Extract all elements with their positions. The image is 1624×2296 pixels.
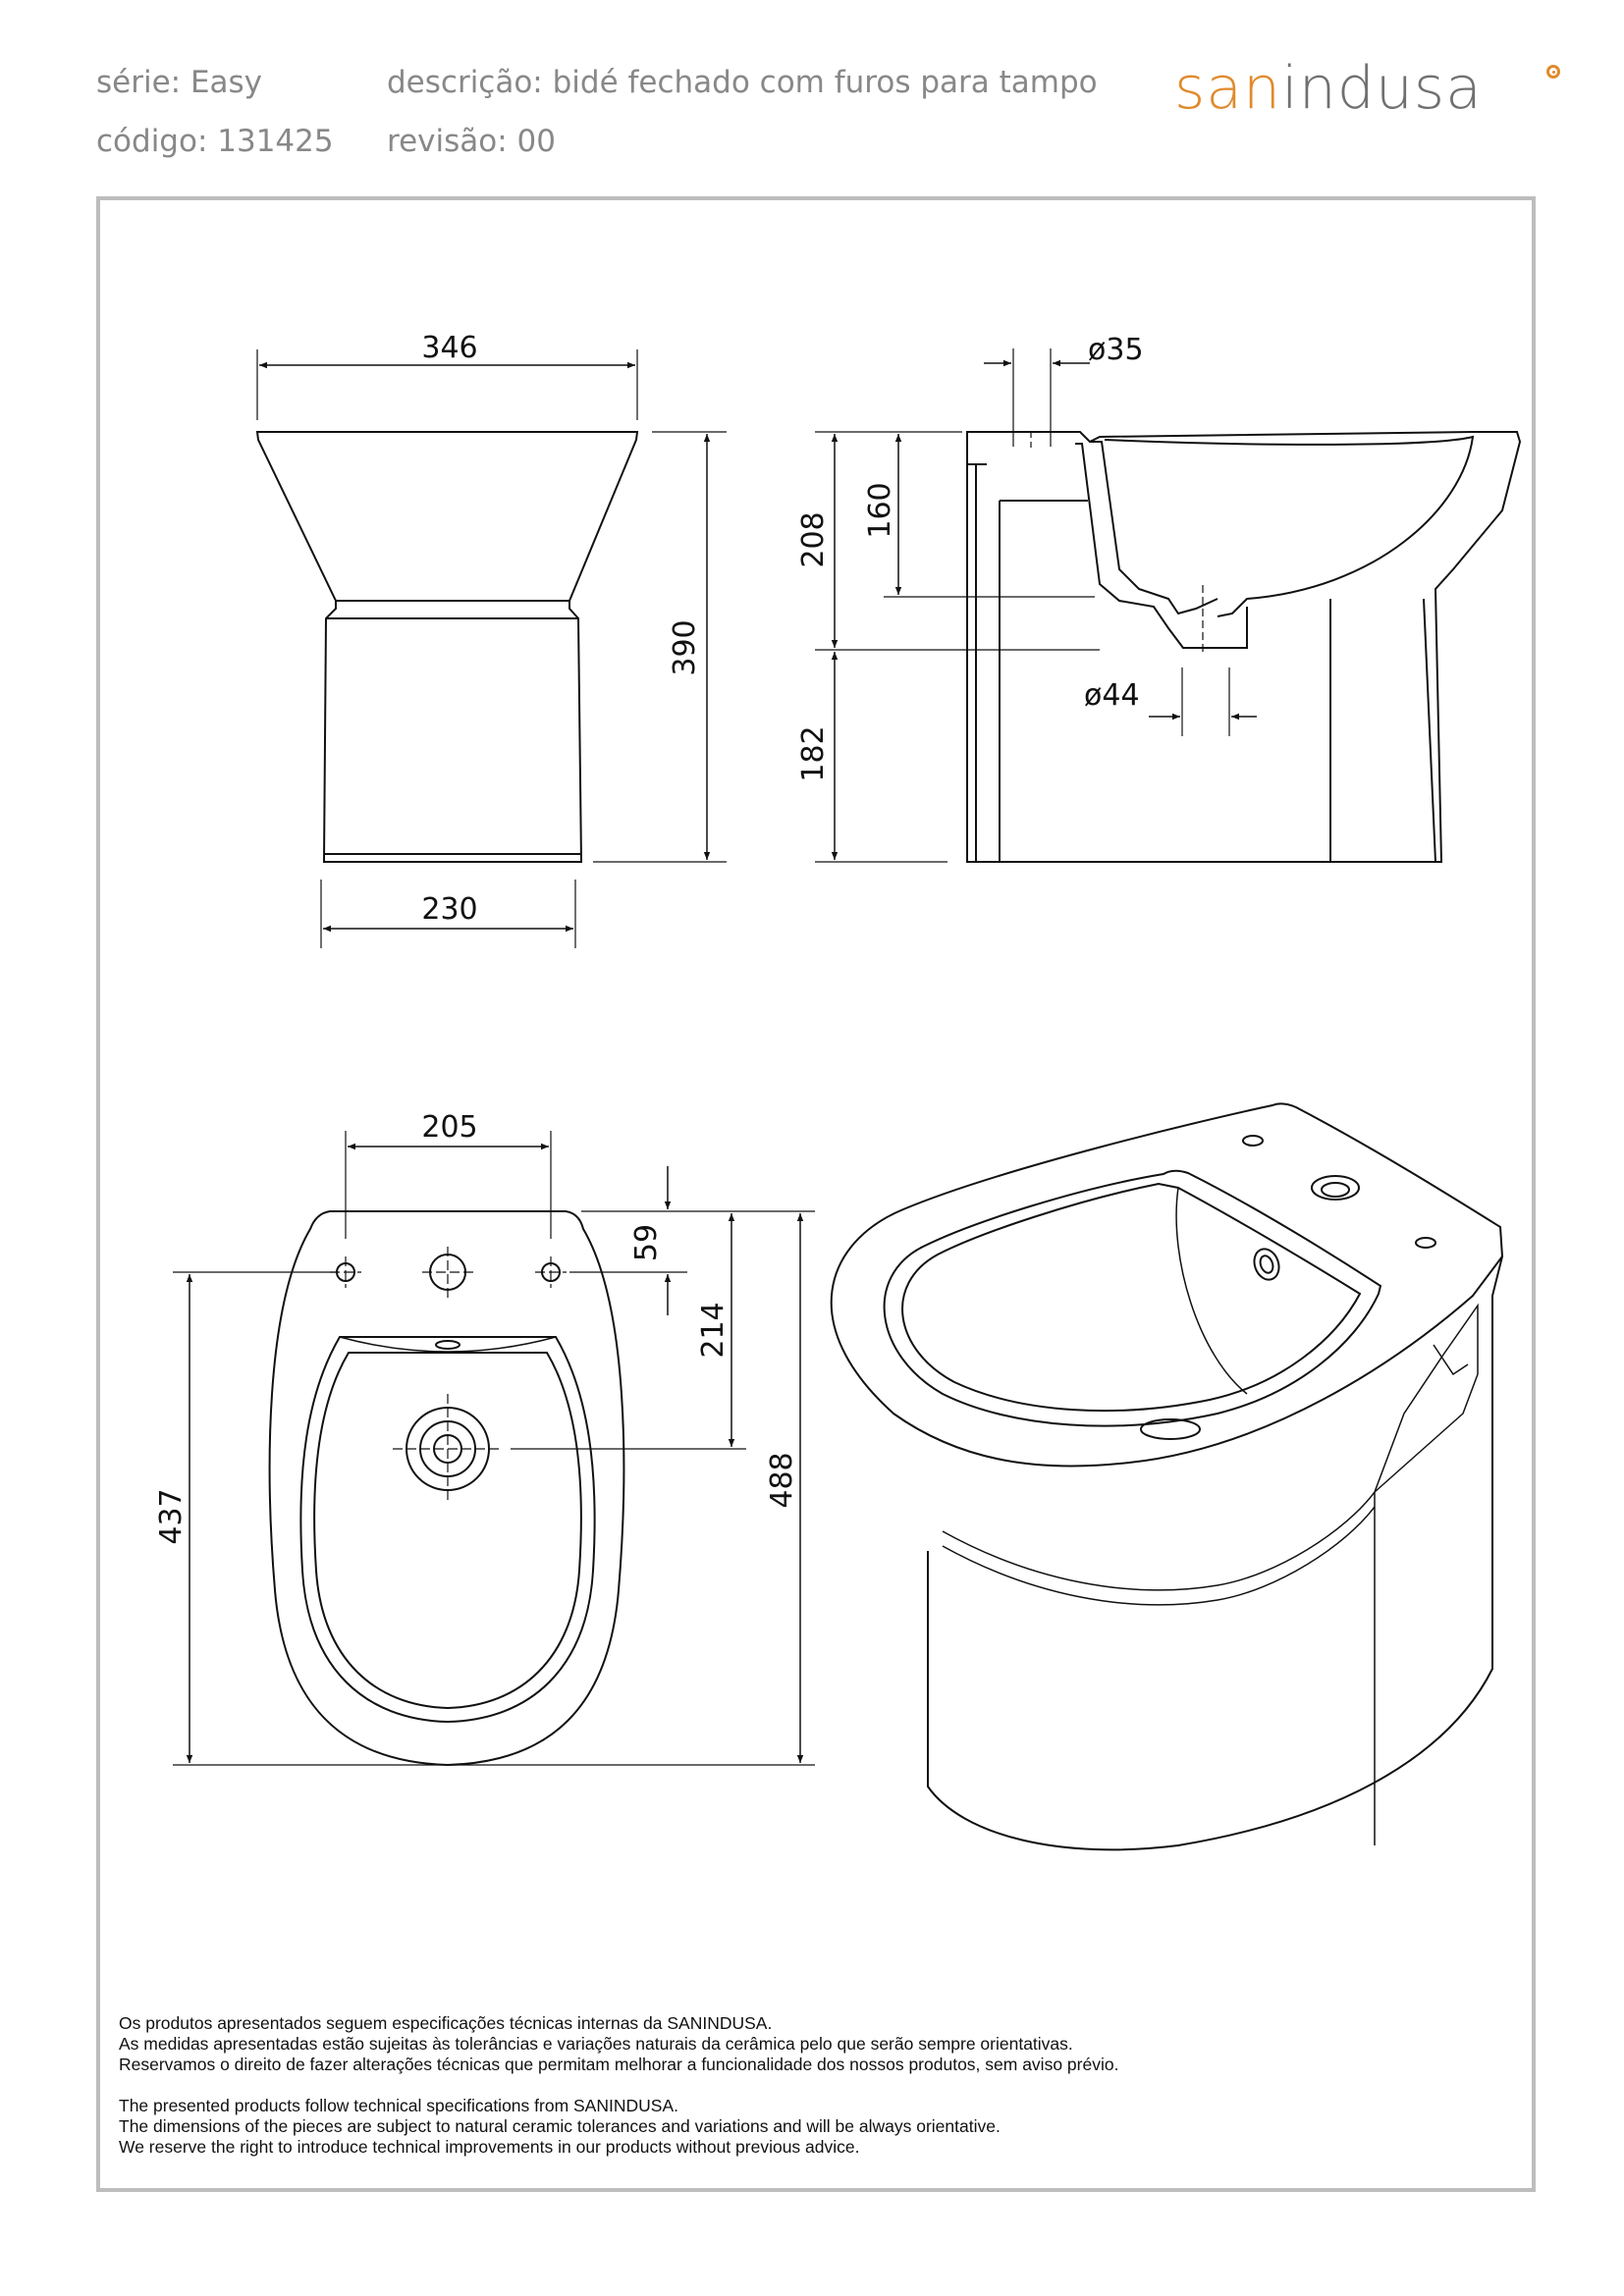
dim-346-label: 346 bbox=[421, 331, 478, 365]
plan-hole-center bbox=[430, 1255, 465, 1290]
isometric-view bbox=[832, 1103, 1502, 1849]
dim-160-label: 160 bbox=[863, 482, 897, 539]
iso-hole-left bbox=[1243, 1136, 1263, 1146]
code-label: código: 131425 bbox=[96, 124, 334, 159]
dim-437-label: 437 bbox=[154, 1488, 189, 1545]
side-section-view bbox=[967, 432, 1520, 862]
dim-208-label: 208 bbox=[796, 511, 831, 568]
side-channel-outer bbox=[1090, 442, 1218, 614]
plan-view bbox=[270, 1211, 624, 1765]
side-dimensions bbox=[815, 348, 1257, 862]
note-en-3: We reserve the right to introduce technical improvements in our products without previous advice. bbox=[119, 2137, 860, 2157]
description-label: descrição: bidé fechado com furos para tampo bbox=[387, 65, 1098, 100]
dim-230-label: 230 bbox=[421, 892, 478, 927]
disclaimer-notes bbox=[119, 2013, 1118, 2158]
dim-182-label: 182 bbox=[796, 725, 831, 782]
dim-205-label: 205 bbox=[421, 1110, 478, 1145]
dim-214-label: 214 bbox=[696, 1302, 731, 1359]
brand-logo-part2: indusa bbox=[1281, 54, 1483, 123]
side-channel-inner bbox=[1075, 444, 1247, 648]
brand-logo-part1: san bbox=[1174, 54, 1282, 123]
front-outline bbox=[257, 432, 637, 862]
iso-pedestal bbox=[928, 1256, 1502, 1849]
iso-overflow-hole bbox=[1250, 1246, 1282, 1283]
dim-488-label: 488 bbox=[765, 1452, 799, 1509]
plan-outer-rim bbox=[270, 1211, 624, 1765]
iso-hole-right bbox=[1416, 1238, 1435, 1248]
dim-o44-label: ø44 bbox=[1084, 678, 1140, 713]
plan-bowl-inner bbox=[314, 1353, 581, 1708]
front-view bbox=[257, 349, 727, 948]
note-pt-2: As medidas apresentadas estão sujeitas às tolerâncias e variações naturais da cerâmica pelo que serão sempre orientativas. bbox=[119, 2034, 1073, 2054]
note-en-2: The dimensions of the pieces are subject to natural ceramic tolerances and variations and will be always orientative. bbox=[119, 2116, 1001, 2136]
side-bowl-inner bbox=[1105, 437, 1473, 616]
revision-label: revisão: 00 bbox=[387, 124, 556, 159]
dim-390-label: 390 bbox=[668, 619, 702, 676]
serie-label: série: Easy bbox=[96, 65, 263, 100]
iso-bowl-inner bbox=[902, 1184, 1360, 1411]
dim-o35-label: ø35 bbox=[1088, 333, 1144, 367]
note-en-1: The presented products follow technical specifications from SANINDUSA. bbox=[119, 2096, 678, 2115]
iso-bowl-outer bbox=[885, 1171, 1380, 1426]
note-pt-1: Os produtos apresentados seguem especificações técnicas internas da SANINDUSA. bbox=[119, 2013, 773, 2033]
note-pt-3: Reservamos o direito de fazer alterações técnicas que permitam melhorar a funcionalidade dos nossos produtos, sem aviso prévio. bbox=[119, 2055, 1119, 2074]
iso-rim-outer bbox=[832, 1103, 1502, 1466]
dim-59-label: 59 bbox=[629, 1223, 664, 1262]
